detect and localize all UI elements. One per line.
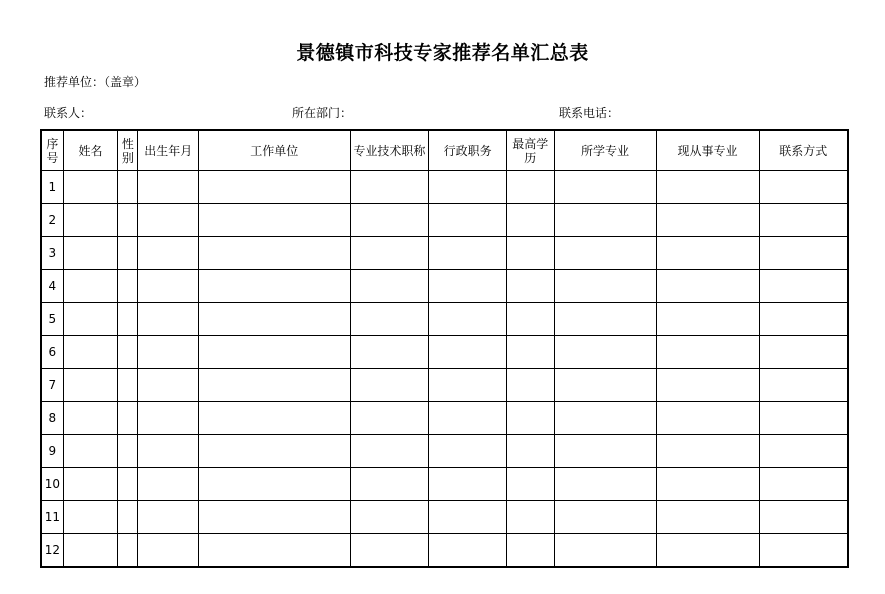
cell-education[interactable] <box>507 369 554 402</box>
cell-work-unit[interactable] <box>199 369 351 402</box>
cell-work-unit[interactable] <box>199 270 351 303</box>
cell-current-field[interactable] <box>656 303 759 336</box>
cell-education[interactable] <box>507 435 554 468</box>
table-row <box>41 501 848 534</box>
row-number: 4 <box>41 270 63 303</box>
table-row <box>41 336 848 369</box>
header-birth: 出生年月 <box>138 130 199 171</box>
cell-current-field[interactable] <box>656 534 759 568</box>
cell-tech-title[interactable] <box>350 171 429 204</box>
cell-name[interactable] <box>63 204 118 237</box>
cell-work-unit[interactable] <box>199 534 351 568</box>
cell-birth[interactable] <box>138 171 199 204</box>
header-tech-title: 专业技术职称 <box>350 130 429 171</box>
cell-education[interactable] <box>507 402 554 435</box>
cell-contact[interactable] <box>759 270 848 303</box>
cell-education[interactable] <box>507 501 554 534</box>
cell-name[interactable] <box>63 468 118 501</box>
cell-admin-post[interactable] <box>429 501 507 534</box>
cell-current-field[interactable] <box>656 171 759 204</box>
cell-tech-title[interactable] <box>350 336 429 369</box>
row-number: 5 <box>41 303 63 336</box>
header-contact: 联系方式 <box>759 130 848 171</box>
cell-admin-post[interactable] <box>429 270 507 303</box>
cell-work-unit[interactable] <box>199 303 351 336</box>
cell-major[interactable] <box>554 468 656 501</box>
table-row <box>41 402 848 435</box>
header-education: 最高学历 <box>507 130 554 171</box>
cell-work-unit[interactable] <box>199 171 351 204</box>
cell-education[interactable] <box>507 303 554 336</box>
cell-birth[interactable] <box>138 270 199 303</box>
table-row <box>41 369 848 402</box>
cell-sex[interactable] <box>118 501 138 534</box>
cell-admin-post[interactable] <box>429 534 507 568</box>
row-number: 1 <box>41 171 63 204</box>
cell-name[interactable] <box>63 237 118 270</box>
cell-admin-post[interactable] <box>429 204 507 237</box>
cell-sex[interactable] <box>118 336 138 369</box>
table-row <box>41 435 848 468</box>
header-work-unit: 工作单位 <box>199 130 351 171</box>
cell-work-unit[interactable] <box>199 501 351 534</box>
cell-major[interactable] <box>554 501 656 534</box>
cell-work-unit[interactable] <box>199 402 351 435</box>
cell-sex[interactable] <box>118 435 138 468</box>
cell-admin-post[interactable] <box>429 435 507 468</box>
cell-sex[interactable] <box>118 468 138 501</box>
cell-birth[interactable] <box>138 468 199 501</box>
cell-major[interactable] <box>554 270 656 303</box>
table-row <box>41 303 848 336</box>
table-row <box>41 534 848 568</box>
cell-sex[interactable] <box>118 237 138 270</box>
cell-birth[interactable] <box>138 237 199 270</box>
cell-contact[interactable] <box>759 336 848 369</box>
cell-tech-title[interactable] <box>350 501 429 534</box>
cell-name[interactable] <box>63 369 118 402</box>
row-number: 10 <box>41 468 63 501</box>
cell-name[interactable] <box>63 435 118 468</box>
row-number: 3 <box>41 237 63 270</box>
cell-major[interactable] <box>554 237 656 270</box>
cell-major[interactable] <box>554 402 656 435</box>
cell-current-field[interactable] <box>656 369 759 402</box>
cell-education[interactable] <box>507 270 554 303</box>
cell-major[interactable] <box>554 435 656 468</box>
cell-major[interactable] <box>554 369 656 402</box>
cell-birth[interactable] <box>138 204 199 237</box>
cell-contact[interactable] <box>759 501 848 534</box>
cell-tech-title[interactable] <box>350 369 429 402</box>
expert-table <box>40 129 849 568</box>
cell-contact[interactable] <box>759 435 848 468</box>
cell-name[interactable] <box>63 303 118 336</box>
cell-education[interactable] <box>507 534 554 568</box>
cell-name[interactable] <box>63 534 118 568</box>
cell-admin-post[interactable] <box>429 171 507 204</box>
cell-tech-title[interactable] <box>350 402 429 435</box>
cell-contact[interactable] <box>759 369 848 402</box>
cell-sex[interactable] <box>118 534 138 568</box>
cell-sex[interactable] <box>118 270 138 303</box>
cell-admin-post[interactable] <box>429 303 507 336</box>
cell-work-unit[interactable] <box>199 204 351 237</box>
cell-major[interactable] <box>554 303 656 336</box>
cell-contact[interactable] <box>759 171 848 204</box>
header-sex: 性别 <box>118 130 138 171</box>
cell-major[interactable] <box>554 534 656 568</box>
cell-major[interactable] <box>554 171 656 204</box>
cell-current-field[interactable] <box>656 270 759 303</box>
cell-tech-title[interactable] <box>350 303 429 336</box>
cell-tech-title[interactable] <box>350 270 429 303</box>
cell-tech-title[interactable] <box>350 237 429 270</box>
row-number: 9 <box>41 435 63 468</box>
cell-birth[interactable] <box>138 369 199 402</box>
cell-contact[interactable] <box>759 303 848 336</box>
cell-work-unit[interactable] <box>199 468 351 501</box>
cell-current-field[interactable] <box>656 435 759 468</box>
cell-current-field[interactable] <box>656 336 759 369</box>
cell-tech-title[interactable] <box>350 435 429 468</box>
cell-birth[interactable] <box>138 402 199 435</box>
cell-current-field[interactable] <box>656 468 759 501</box>
cell-contact[interactable] <box>759 237 848 270</box>
cell-birth[interactable] <box>138 336 199 369</box>
table-row <box>41 204 848 237</box>
cell-current-field[interactable] <box>656 402 759 435</box>
cell-sex[interactable] <box>118 369 138 402</box>
cell-work-unit[interactable] <box>199 336 351 369</box>
table-header-row <box>41 130 848 171</box>
row-number: 2 <box>41 204 63 237</box>
cell-birth[interactable] <box>138 534 199 568</box>
cell-work-unit[interactable] <box>199 237 351 270</box>
cell-birth[interactable] <box>138 303 199 336</box>
header-current-field: 现从事专业 <box>656 130 759 171</box>
cell-admin-post[interactable] <box>429 237 507 270</box>
cell-contact[interactable] <box>759 402 848 435</box>
cell-name[interactable] <box>63 402 118 435</box>
cell-tech-title[interactable] <box>350 468 429 501</box>
cell-admin-post[interactable] <box>429 402 507 435</box>
cell-sex[interactable] <box>118 303 138 336</box>
row-number: 6 <box>41 336 63 369</box>
cell-current-field[interactable] <box>656 204 759 237</box>
table-row <box>41 171 848 204</box>
cell-name[interactable] <box>63 171 118 204</box>
page-title: 景德镇市科技专家推荐名单汇总表 <box>296 42 589 64</box>
row-number: 7 <box>41 369 63 402</box>
cell-name[interactable] <box>63 336 118 369</box>
cell-admin-post[interactable] <box>429 468 507 501</box>
cell-education[interactable] <box>507 171 554 204</box>
header-seq: 序号 <box>41 130 63 171</box>
row-number: 12 <box>41 534 63 568</box>
cell-contact[interactable] <box>759 534 848 568</box>
cell-sex[interactable] <box>118 402 138 435</box>
cell-contact[interactable] <box>759 468 848 501</box>
department-label: 所在部门： <box>292 106 353 120</box>
cell-birth[interactable] <box>138 435 199 468</box>
cell-admin-post[interactable] <box>429 336 507 369</box>
cell-education[interactable] <box>507 204 554 237</box>
cell-name[interactable] <box>63 501 118 534</box>
row-number: 11 <box>41 501 63 534</box>
cell-sex[interactable] <box>118 171 138 204</box>
cell-work-unit[interactable] <box>199 435 351 468</box>
phone-label: 联系电话： <box>559 106 620 120</box>
cell-major[interactable] <box>554 204 656 237</box>
cell-current-field[interactable] <box>656 501 759 534</box>
table-row <box>41 237 848 270</box>
header-admin-post: 行政职务 <box>429 130 507 171</box>
cell-sex[interactable] <box>118 204 138 237</box>
cell-current-field[interactable] <box>656 237 759 270</box>
recommending-unit-label: 推荐单位：（盖章） <box>44 75 147 89</box>
cell-tech-title[interactable] <box>350 204 429 237</box>
cell-education[interactable] <box>507 237 554 270</box>
table-row <box>41 270 848 303</box>
cell-contact[interactable] <box>759 204 848 237</box>
contact-person-label: 联系人： <box>44 106 93 120</box>
header-major: 所学专业 <box>554 130 656 171</box>
cell-education[interactable] <box>507 468 554 501</box>
row-number: 8 <box>41 402 63 435</box>
header-name: 姓名 <box>63 130 118 171</box>
table-row <box>41 468 848 501</box>
cell-tech-title[interactable] <box>350 534 429 568</box>
cell-birth[interactable] <box>138 501 199 534</box>
cell-major[interactable] <box>554 336 656 369</box>
cell-admin-post[interactable] <box>429 369 507 402</box>
cell-education[interactable] <box>507 336 554 369</box>
cell-name[interactable] <box>63 270 118 303</box>
